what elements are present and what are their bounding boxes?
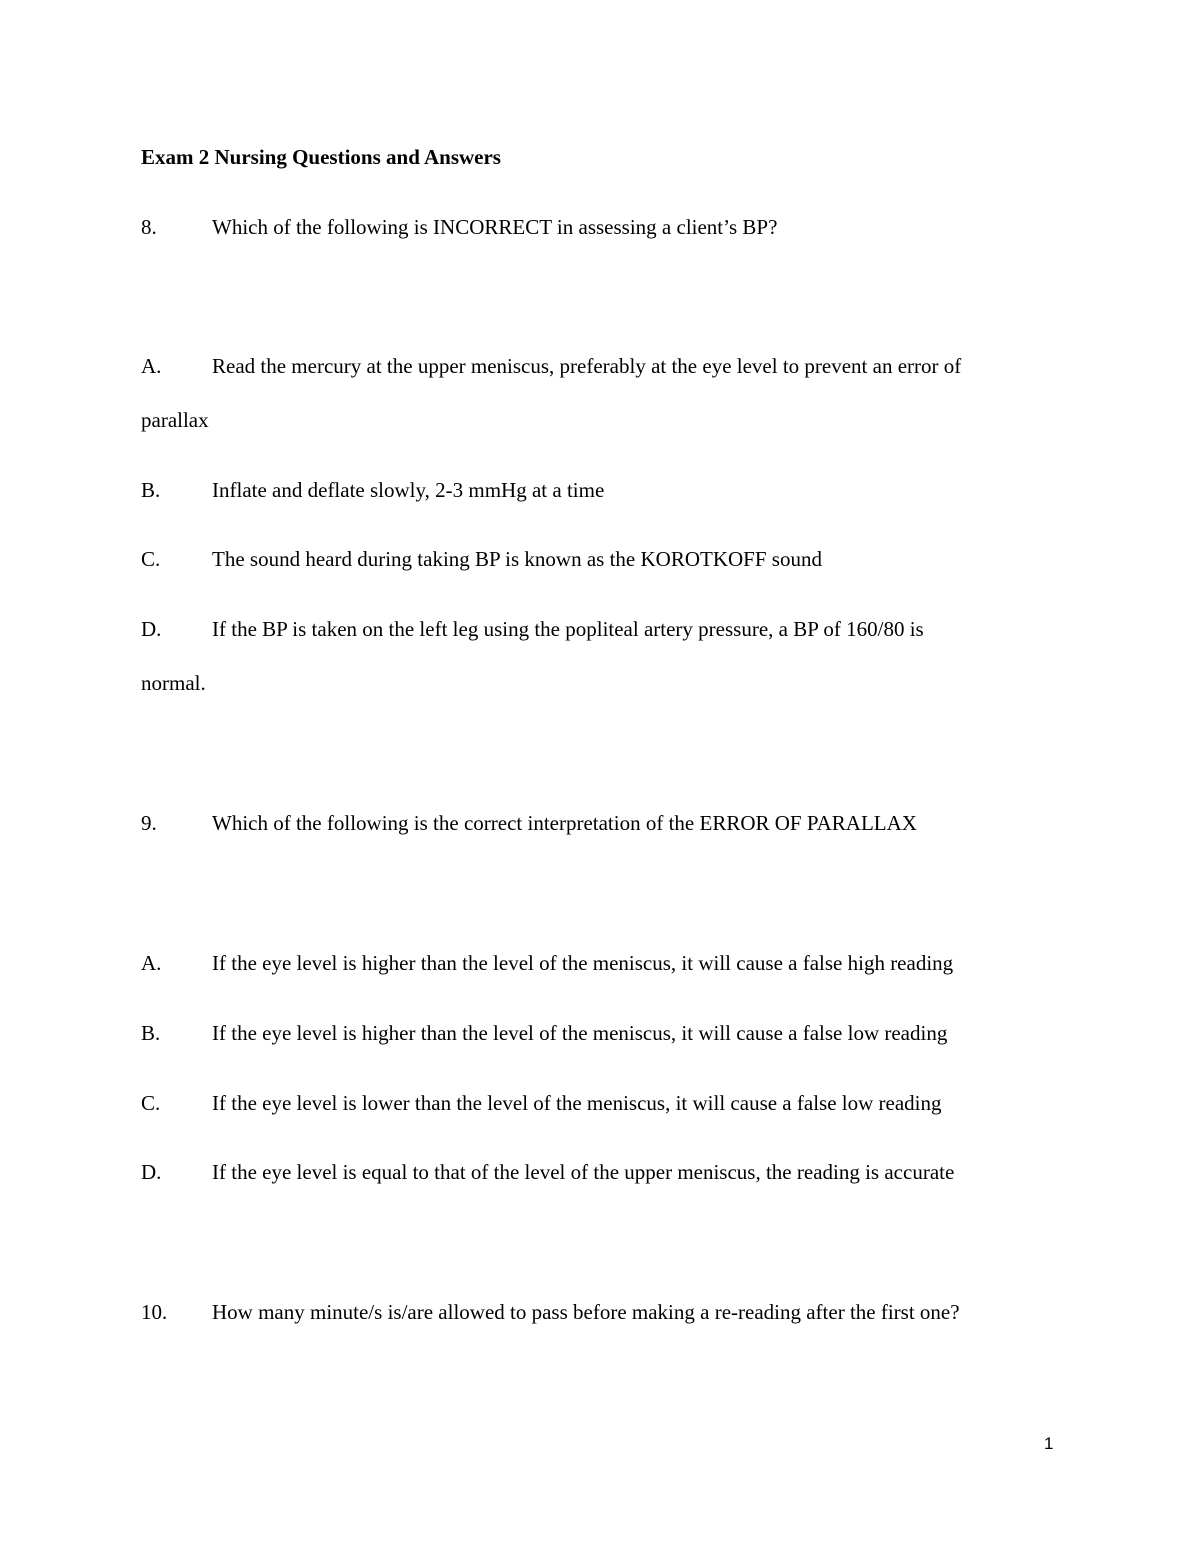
option-text: If the eye level is lower than the level of the meniscus, it will cause a false low reading <box>212 1091 942 1115</box>
option-letter: A. <box>141 951 162 975</box>
option-letter: C. <box>141 1091 161 1115</box>
option-letter: D. <box>141 1160 162 1184</box>
question-text: Which of the following is the correct interpretation of the ERROR OF PARALLAX <box>212 811 917 835</box>
question-number: 10. <box>141 1300 168 1324</box>
option-text: If the BP is taken on the left leg using the popliteal artery pressure, a BP of 160/80 is <box>212 617 924 641</box>
option-text: If the eye level is higher than the level of the meniscus, it will cause a false high reading <box>212 951 954 975</box>
q8-option-d-continuation: normal. <box>141 671 206 695</box>
q9-option-a <box>141 948 953 978</box>
question-number: 9. <box>141 811 157 835</box>
option-text: Inflate and deflate slowly, 2-3 mmHg at a time <box>212 478 605 502</box>
q9-option-d <box>141 1157 954 1187</box>
q9-option-c <box>141 1088 942 1118</box>
option-text: Read the mercury at the upper meniscus, preferably at the eye level to prevent an error of <box>212 354 962 378</box>
q8-option-c <box>141 544 822 574</box>
q9-option-b <box>141 1018 947 1048</box>
option-text: If the eye level is higher than the level of the meniscus, it will cause a false low reading <box>212 1021 948 1045</box>
question-text: How many minute/s is/are allowed to pass before making a re-reading after the first one? <box>212 1300 960 1324</box>
question-10 <box>141 1297 960 1327</box>
option-text: If the eye level is equal to that of the level of the upper meniscus, the reading is accurate <box>212 1160 955 1184</box>
q8-option-d <box>141 614 924 644</box>
option-letter: B. <box>141 478 161 502</box>
option-letter: A. <box>141 354 162 378</box>
option-letter: D. <box>141 617 162 641</box>
document-title: Exam 2 Nursing Questions and Answers <box>141 145 501 169</box>
option-text: The sound heard during taking BP is known as the KOROTKOFF sound <box>212 547 822 571</box>
question-text: Which of the following is INCORRECT in assessing a client’s BP? <box>212 215 778 239</box>
question-9 <box>141 808 917 838</box>
question-8 <box>141 212 777 242</box>
option-letter: B. <box>141 1021 161 1045</box>
page-number: 1 <box>1044 1434 1054 1453</box>
q8-option-a <box>141 351 961 381</box>
question-number: 8. <box>141 215 157 239</box>
option-letter: C. <box>141 547 161 571</box>
q8-option-b <box>141 475 604 505</box>
q8-option-a-continuation: parallax <box>141 408 209 432</box>
